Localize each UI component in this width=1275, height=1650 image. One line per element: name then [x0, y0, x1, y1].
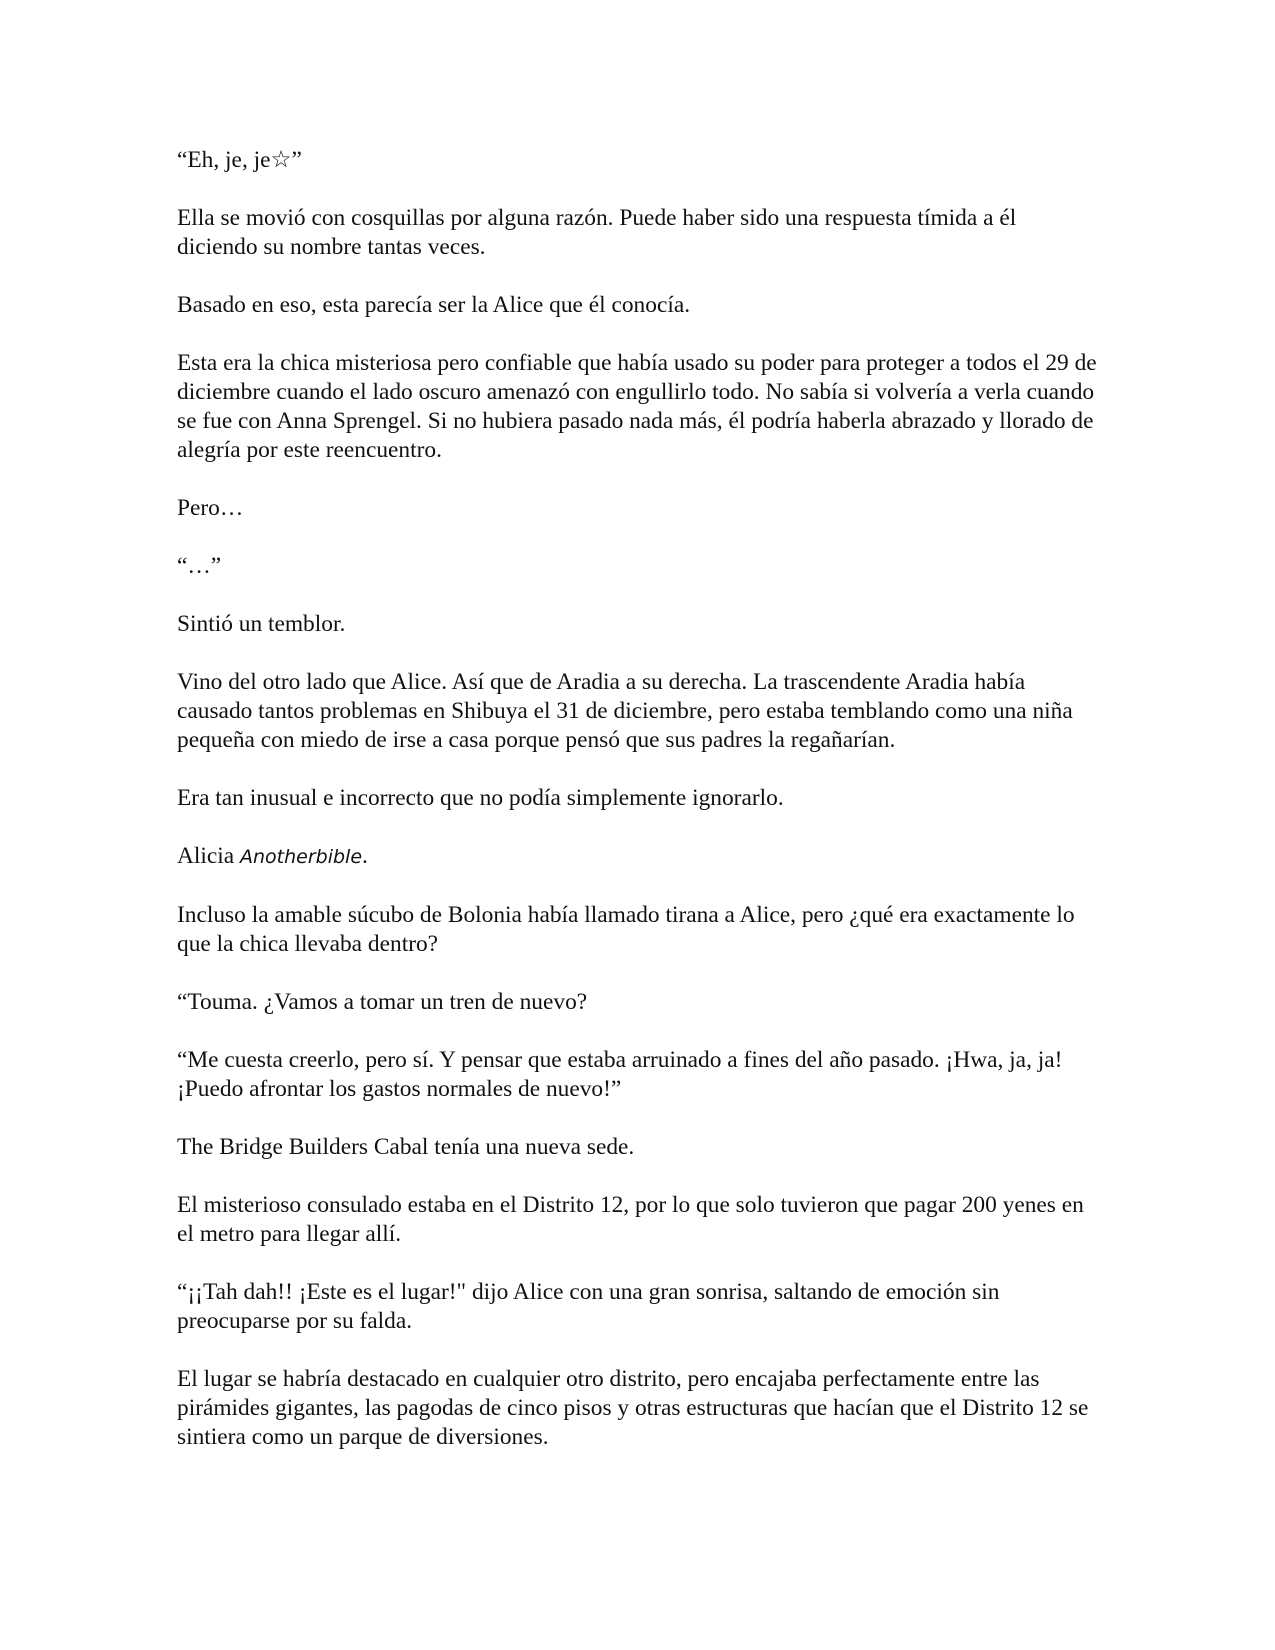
anotherbible-title: Anotherbible	[240, 846, 363, 868]
paragraph-11: “Touma. ¿Vamos a tomar un tren de nuevo?	[177, 989, 588, 1015]
paragraph-2: Ella se movió con cosquillas por alguna razón. Puede haber sido una respuesta tímida a él diciendo su nombre tantas veces.	[177, 205, 1017, 260]
paragraph-10: Incluso la amable súcubo de Bolonia había llamado tirana a Alice, pero ¿qué era exactamente lo que la chica llevaba dentro?	[177, 902, 1075, 957]
paragraph-8: Vino del otro lado que Alice. Así que de Aradia a su derecha. La trascendente Aradia había causado tantos problemas en Shibuya el 31 de diciembre, pero estaba temblando como una niña pequeña con miedo de irse a casa porque pensó que sus padres la regañarían.	[177, 669, 1073, 753]
paragraph-4: Esta era la chica misteriosa pero confiable que había usado su poder para proteger a todos el 29 de diciembre cuando el lado oscuro amenazó con engullirlo todo. No sabía si volvería a verla cuando se fue con Anna Sprengel. Si no hubiera pasado nada más, él podría haberla abrazado y llorado de alegría por este reencuentro.	[177, 350, 1097, 463]
paragraph-15: “¡¡Tah dah!! ¡Este es el lugar!" dijo Alice con una gran sonrisa, saltando de emoción sin preocuparse por su falda.	[177, 1279, 1000, 1334]
paragraph-9: Era tan inusual e incorrecto que no podía simplemente ignorarlo.	[177, 785, 784, 811]
paragraph-6: “…”	[177, 553, 222, 579]
paragraph-13: The Bridge Builders Cabal tenía una nueva sede.	[177, 1134, 635, 1160]
paragraph-alicia	[177, 842, 1102, 872]
paragraph-5: Pero…	[177, 495, 244, 521]
paragraph-14: El misterioso consulado estaba en el Distrito 12, por lo que solo tuvieron que pagar 200 yenes en el metro para llegar allí.	[177, 1192, 1084, 1247]
alicia-suffix: .	[362, 843, 368, 869]
paragraph-3: Basado en eso, esta parecía ser la Alice que él conocía.	[177, 292, 691, 318]
paragraph-7: Sintió un temblor.	[177, 611, 346, 637]
alicia-prefix: Alicia	[177, 843, 240, 869]
paragraph-1: “Eh, je, je☆”	[177, 147, 302, 173]
paragraph-16: El lugar se habría destacado en cualquier otro distrito, pero encajaba perfectamente entre las pirámides gigantes, las pagodas de cinco pisos y otras estructuras que hacían que el Distrito 12 se sintiera como un parque de diversiones.	[177, 1366, 1089, 1450]
document-body	[177, 146, 1102, 1481]
paragraph-12: “Me cuesta creerlo, pero sí. Y pensar que estaba arruinado a fines del año pasado. ¡Hwa, ja, ja! ¡Puedo afrontar los gastos normales de nuevo!”	[177, 1047, 1063, 1102]
